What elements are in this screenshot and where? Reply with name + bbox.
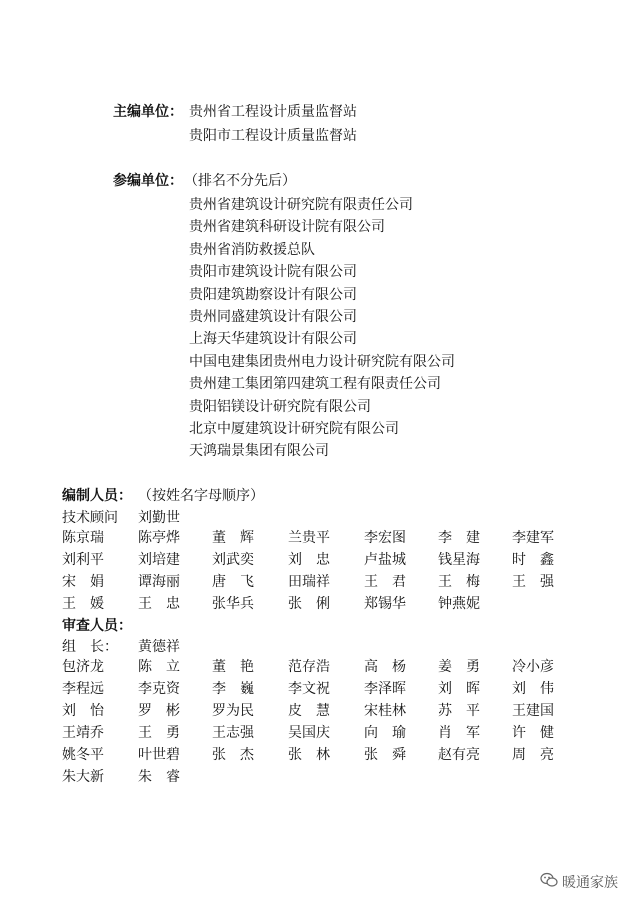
person-name: 兰贵平: [288, 530, 330, 546]
chief-editor-label: 主编单位：: [113, 104, 183, 120]
person-name: 罗为民: [212, 703, 254, 719]
compilers-note: （按姓名字母顺序）: [138, 488, 264, 504]
person-name: 田瑞祥: [288, 574, 330, 590]
person-name: 张 杰: [212, 747, 254, 763]
person-name: 李文祝: [288, 681, 330, 697]
person-name: 陈亭烨: [138, 530, 180, 546]
person-name: 范存浩: [288, 659, 330, 675]
person-name: 李克资: [138, 681, 180, 697]
person-name: 刘利平: [62, 552, 104, 568]
participating-label: 参编单位：: [113, 173, 183, 189]
person-name: 王 强: [512, 574, 554, 590]
person-name: 张 林: [288, 747, 330, 763]
person-name: 钱星海: [438, 552, 480, 568]
participating-unit: 贵阳市建筑设计院有限公司: [189, 264, 357, 281]
participating-unit: 贵州省建筑设计研究院有限责任公司: [189, 197, 413, 213]
person-name: 刘 伟: [512, 681, 554, 697]
person-name: 刘 忠: [288, 552, 330, 568]
person-name: 苏 平: [438, 703, 480, 719]
person-name: 张 舜: [364, 747, 406, 763]
person-name: 李 建: [438, 530, 480, 546]
watermark-text: 暖通家族: [562, 875, 618, 891]
participating-unit: 贵州省消防救援总队: [189, 241, 315, 258]
person-name: 卢盐城: [364, 552, 406, 568]
person-name: 肖 军: [438, 725, 480, 741]
person-name: 唐 飞: [212, 574, 254, 590]
person-name: 罗 彬: [138, 703, 180, 719]
participating-unit: 贵阳铝镁设计研究院有限公司: [189, 398, 371, 415]
person-name: 包济龙: [62, 659, 104, 675]
person-name: 王建国: [512, 703, 554, 719]
person-name: 王 君: [364, 574, 406, 590]
person-name: 李宏图: [364, 530, 406, 546]
participating-unit: 北京中厦建筑设计研究院有限公司: [189, 421, 399, 438]
chief-editor-unit: 贵州省工程设计质量监督站: [189, 104, 357, 120]
person-name: 向 瑜: [364, 725, 406, 741]
person-name: 刘 晖: [438, 681, 480, 697]
person-name: 钟燕妮: [438, 596, 480, 612]
participating-unit: 上海天华建筑设计有限公司: [189, 331, 357, 348]
person-name: 王 勇: [138, 725, 180, 741]
participating-unit: 贵州建工集团第四建筑工程有限责任公司: [189, 376, 441, 393]
person-name: 姜 勇: [438, 659, 480, 675]
participating-note: （排名不分先后）: [184, 173, 296, 189]
person-name: 李建军: [512, 530, 554, 546]
person-name: 朱 睿: [138, 769, 180, 785]
person-name: 郑锡华: [364, 596, 406, 612]
person-name: 宋 娟: [62, 574, 104, 590]
participating-unit: 中国电建集团贵州电力设计研究院有限公司: [189, 353, 455, 370]
chief-editor-unit: 贵阳市工程设计质量监督站: [189, 128, 357, 144]
person-name: 刘武奕: [212, 552, 254, 568]
person-name: 许 健: [512, 725, 554, 741]
advisor-label: 技术顾问: [62, 510, 118, 526]
person-name: 李 巍: [212, 681, 254, 697]
person-name: 王靖乔: [62, 725, 104, 741]
person-name: 吴国庆: [288, 725, 330, 741]
reviewers-label: 审查人员：: [62, 618, 132, 634]
person-name: 李程远: [62, 681, 104, 697]
watermark: [540, 872, 618, 892]
person-name: 董 辉: [212, 530, 254, 546]
person-name: 王 忠: [138, 596, 180, 612]
participating-unit: 贵阳建筑勘察设计有限公司: [189, 286, 357, 303]
person-name: 时 鑫: [512, 552, 554, 568]
person-name: 陈 立: [138, 659, 180, 675]
person-name: 皮 慧: [288, 703, 330, 719]
person-name: 王志强: [212, 725, 254, 741]
person-name: 赵有亮: [438, 747, 480, 763]
participating-unit: 天鸿瑞景集团有限公司: [189, 443, 329, 460]
person-name: 张华兵: [212, 596, 254, 612]
person-name: 叶世碧: [138, 747, 180, 763]
leader-label: 组 长：: [62, 639, 118, 655]
person-name: 王 梅: [438, 574, 480, 590]
person-name: 谭海丽: [138, 574, 180, 590]
person-name: 张 俐: [288, 596, 330, 612]
person-name: 董 艳: [212, 659, 254, 675]
participating-unit-list: [189, 194, 455, 463]
person-name: 冷小彦: [512, 659, 554, 675]
participating-unit: 贵州省建筑科研设计院有限公司: [189, 219, 385, 236]
person-name: 刘培建: [138, 552, 180, 568]
advisor-name: 刘勤世: [138, 510, 180, 526]
person-name: 王 媛: [62, 596, 104, 612]
person-name: 刘 怡: [62, 703, 104, 719]
participating-unit: 贵州同盛建筑设计有限公司: [189, 309, 357, 326]
wechat-icon: [540, 872, 562, 892]
person-name: 陈京瑞: [62, 530, 104, 546]
compilers-label: 编制人员：: [62, 488, 132, 504]
person-name: 周 亮: [512, 747, 554, 763]
person-name: 宋桂林: [364, 703, 406, 719]
person-name: 李泽晖: [364, 681, 406, 697]
leader-name: 黄德祥: [138, 639, 180, 655]
person-name: 姚冬平: [62, 747, 104, 763]
person-name: 朱大新: [62, 769, 104, 785]
person-name: 高 杨: [364, 659, 406, 675]
